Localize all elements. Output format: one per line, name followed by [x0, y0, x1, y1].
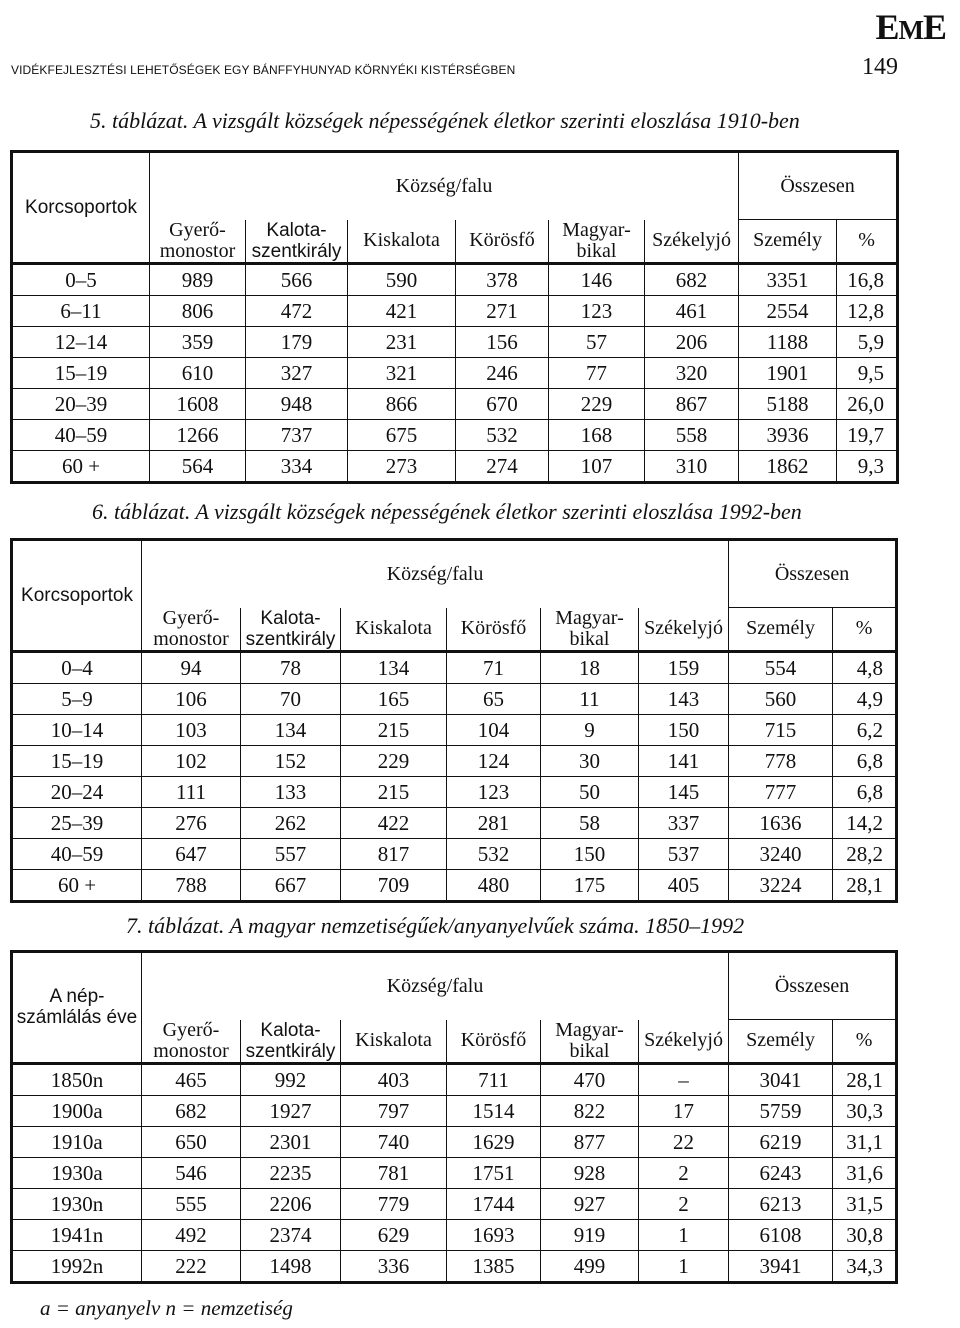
header-row: [12, 1020, 897, 1064]
table-cell: 152: [241, 745, 341, 776]
village-header: Kalota- szentkirály: [241, 1020, 341, 1064]
table-cell: 817: [341, 838, 447, 869]
table-cell: 271: [456, 295, 549, 326]
table6-table: [10, 538, 898, 903]
table-cell: 1744: [447, 1188, 541, 1219]
table-cell: 557: [241, 838, 341, 869]
table-cell: 647: [142, 838, 241, 869]
row-label: 1930n: [12, 1188, 142, 1219]
row-label: 25–39: [12, 807, 142, 838]
table-cell: 106: [142, 683, 241, 714]
village-header: Kiskalota: [341, 608, 447, 652]
table-cell: 3240: [729, 838, 833, 869]
table-cell: 992: [241, 1063, 341, 1095]
table-cell: 19,7: [837, 419, 898, 450]
table-cell: 134: [241, 714, 341, 745]
table-cell: 28,1: [833, 869, 897, 901]
row-label: 1992n: [12, 1250, 142, 1282]
total-header: Összesen: [729, 952, 897, 1020]
village-header: Gyerő- monostor: [142, 1020, 241, 1064]
table-cell: 499: [541, 1250, 639, 1282]
table-cell: 321: [348, 357, 456, 388]
table-cell: 222: [142, 1250, 241, 1282]
table-cell: 133: [241, 776, 341, 807]
row-label: 6–11: [12, 295, 150, 326]
table-cell: 590: [348, 263, 456, 295]
table-cell: 6213: [729, 1188, 833, 1219]
village-header: Kiskalota: [348, 220, 456, 264]
table-cell: 12,8: [837, 295, 898, 326]
table-cell: 31,5: [833, 1188, 897, 1219]
journal-logo: [875, 6, 946, 48]
header-row: [12, 540, 897, 608]
table-cell: 281: [447, 807, 541, 838]
table-cell: 320: [645, 357, 739, 388]
table-row: [12, 419, 898, 450]
row-label: 0–5: [12, 263, 150, 295]
table-row: [12, 357, 898, 388]
table-cell: 310: [645, 450, 739, 482]
table-cell: 134: [341, 651, 447, 683]
village-header: Gyerő- monostor: [142, 608, 241, 652]
table-cell: 150: [639, 714, 729, 745]
table-cell: 11: [541, 683, 639, 714]
table-cell: 6,2: [833, 714, 897, 745]
logo-letter: M: [898, 15, 923, 45]
table-cell: 274: [456, 450, 549, 482]
village-header: Kalota- szentkirály: [241, 608, 341, 652]
table-cell: 711: [447, 1063, 541, 1095]
row-label: 40–59: [12, 838, 142, 869]
table-row: [12, 326, 898, 357]
table-cell: 2235: [241, 1157, 341, 1188]
table-cell: 461: [645, 295, 739, 326]
table-cell: 30: [541, 745, 639, 776]
table-cell: 77: [549, 357, 645, 388]
table5-caption: 5. táblázat. A vizsgált községek népességének életkor szerinti eloszlása 1910-ben: [90, 108, 800, 133]
table-cell: 422: [341, 807, 447, 838]
table-cell: 1385: [447, 1250, 541, 1282]
table-row: [12, 263, 898, 295]
table-cell: 560: [729, 683, 833, 714]
table-cell: 2554: [739, 295, 837, 326]
persons-header: Személy: [729, 1020, 833, 1064]
header-row: [12, 952, 897, 1020]
percent-header: %: [837, 220, 898, 264]
table-cell: 71: [447, 651, 541, 683]
village-header: Körösfő: [447, 1020, 541, 1064]
table-cell: 737: [246, 419, 348, 450]
table-cell: 781: [341, 1157, 447, 1188]
table-cell: 58: [541, 807, 639, 838]
header-first-col: A nép- számlálás éve: [12, 952, 142, 1064]
table-cell: 57: [549, 326, 645, 357]
village-header: Magyar- bikal: [541, 608, 639, 652]
table-cell: 9,3: [837, 450, 898, 482]
table-cell: 145: [639, 776, 729, 807]
table-cell: 6,8: [833, 776, 897, 807]
village-header: Gyerő- monostor: [150, 220, 246, 264]
table-cell: 421: [348, 295, 456, 326]
table-cell: 276: [142, 807, 241, 838]
table-row: [12, 869, 897, 901]
table-cell: 179: [246, 326, 348, 357]
table-row: [12, 1188, 897, 1219]
village-header: Székelyjó: [645, 220, 739, 264]
row-label: 1900a: [12, 1095, 142, 1126]
row-label: 10–14: [12, 714, 142, 745]
table-cell: 554: [729, 651, 833, 683]
row-label: 15–19: [12, 745, 142, 776]
table-cell: 229: [341, 745, 447, 776]
table-cell: 246: [456, 357, 549, 388]
group-header: Község/falu: [142, 952, 729, 1020]
percent-header: %: [833, 1020, 897, 1064]
row-label: 1850n: [12, 1063, 142, 1095]
row-label: 1910a: [12, 1126, 142, 1157]
logo-letter: E: [922, 7, 946, 47]
village-header: Magyar- bikal: [541, 1020, 639, 1064]
page-number: 149: [862, 54, 898, 80]
table-cell: 124: [447, 745, 541, 776]
table-cell: 78: [241, 651, 341, 683]
table-row: [12, 1063, 897, 1095]
table-cell: 123: [549, 295, 645, 326]
table-cell: 229: [549, 388, 645, 419]
table-cell: 788: [142, 869, 241, 901]
table-row: [12, 1157, 897, 1188]
table-cell: 3041: [729, 1063, 833, 1095]
table-row: [12, 1250, 897, 1282]
table-cell: 50: [541, 776, 639, 807]
table-cell: 102: [142, 745, 241, 776]
table-cell: 866: [348, 388, 456, 419]
table-cell: 359: [150, 326, 246, 357]
table-cell: 2374: [241, 1219, 341, 1250]
running-header: VIDÉKFEJLESZTÉSI LEHETŐSÉGEK EGY BÁNFFYHUNYAD KÖRNYÉKI KISTÉRSÉGBEN: [11, 63, 516, 77]
total-header: Összesen: [729, 540, 897, 608]
table-cell: 143: [639, 683, 729, 714]
table-cell: 566: [246, 263, 348, 295]
table-cell: 1862: [739, 450, 837, 482]
table-cell: 156: [456, 326, 549, 357]
table-cell: 1: [639, 1219, 729, 1250]
table-cell: 6108: [729, 1219, 833, 1250]
table-cell: 2: [639, 1157, 729, 1188]
header-first-col: Korcsoportok: [12, 540, 142, 652]
percent-header: %: [833, 608, 897, 652]
table-row: [12, 295, 898, 326]
table-cell: 682: [142, 1095, 241, 1126]
table-cell: 378: [456, 263, 549, 295]
table-cell: 806: [150, 295, 246, 326]
table-cell: 16,8: [837, 263, 898, 295]
table-cell: 822: [541, 1095, 639, 1126]
table-cell: 18: [541, 651, 639, 683]
row-label: 0–4: [12, 651, 142, 683]
header-row: [12, 152, 898, 220]
row-label: 40–59: [12, 419, 150, 450]
table-cell: 6,8: [833, 745, 897, 776]
table-cell: 215: [341, 714, 447, 745]
table-cell: 470: [541, 1063, 639, 1095]
header-row: [12, 608, 897, 652]
table6-caption: 6. táblázat. A vizsgált községek népességének életkor szerinti eloszlása 1992-ben: [92, 499, 802, 524]
table-cell: 5,9: [837, 326, 898, 357]
table-cell: 262: [241, 807, 341, 838]
table-cell: 159: [639, 651, 729, 683]
table-row: [12, 1095, 897, 1126]
table-cell: 405: [639, 869, 729, 901]
village-header: Székelyjó: [639, 608, 729, 652]
table-cell: 1266: [150, 419, 246, 450]
village-header: Székelyjó: [639, 1020, 729, 1064]
table-row: [12, 388, 898, 419]
table-cell: 14,2: [833, 807, 897, 838]
table-cell: 777: [729, 776, 833, 807]
persons-header: Személy: [729, 608, 833, 652]
row-label: 1930a: [12, 1157, 142, 1188]
table-cell: 4,9: [833, 683, 897, 714]
table-row: [12, 450, 898, 482]
footnote: a = anyanyelv n = nemzetiség: [40, 1296, 293, 1320]
table-cell: 175: [541, 869, 639, 901]
table-cell: 558: [645, 419, 739, 450]
table-cell: 492: [142, 1219, 241, 1250]
row-label: 5–9: [12, 683, 142, 714]
table-cell: 206: [645, 326, 739, 357]
table-cell: 334: [246, 450, 348, 482]
table-cell: 30,3: [833, 1095, 897, 1126]
table-cell: 797: [341, 1095, 447, 1126]
table-cell: 28,2: [833, 838, 897, 869]
table-cell: 928: [541, 1157, 639, 1188]
table-cell: 403: [341, 1063, 447, 1095]
table-cell: 667: [241, 869, 341, 901]
row-label: 20–24: [12, 776, 142, 807]
table-row: [12, 1219, 897, 1250]
table-cell: 919: [541, 1219, 639, 1250]
table-cell: 1636: [729, 807, 833, 838]
table-cell: 26,0: [837, 388, 898, 419]
table-cell: 709: [341, 869, 447, 901]
table-cell: 629: [341, 1219, 447, 1250]
table-row: [12, 776, 897, 807]
table-cell: 9: [541, 714, 639, 745]
table-cell: 948: [246, 388, 348, 419]
village-header: Kalota- szentkirály: [246, 220, 348, 264]
table-cell: 670: [456, 388, 549, 419]
table-cell: 2: [639, 1188, 729, 1219]
table-cell: 94: [142, 651, 241, 683]
table-cell: 65: [447, 683, 541, 714]
table-cell: 927: [541, 1188, 639, 1219]
table-cell: 715: [729, 714, 833, 745]
table-cell: 5759: [729, 1095, 833, 1126]
village-header: Kiskalota: [341, 1020, 447, 1064]
table-cell: –: [639, 1063, 729, 1095]
row-label: 1941n: [12, 1219, 142, 1250]
logo-letter: E: [875, 7, 899, 47]
table-cell: 17: [639, 1095, 729, 1126]
table-cell: 6219: [729, 1126, 833, 1157]
header-first-col: Korcsoportok: [12, 152, 150, 264]
table-cell: 1751: [447, 1157, 541, 1188]
table-cell: 867: [645, 388, 739, 419]
table-cell: 34,3: [833, 1250, 897, 1282]
table-row: [12, 683, 897, 714]
table-cell: 1: [639, 1250, 729, 1282]
table-cell: 70: [241, 683, 341, 714]
village-header: Magyar- bikal: [549, 220, 645, 264]
table-cell: 1514: [447, 1095, 541, 1126]
table-cell: 3936: [739, 419, 837, 450]
table-cell: 31,1: [833, 1126, 897, 1157]
table-cell: 465: [142, 1063, 241, 1095]
table-cell: 141: [639, 745, 729, 776]
table-row: [12, 714, 897, 745]
table-cell: 103: [142, 714, 241, 745]
table-cell: 231: [348, 326, 456, 357]
table-cell: 779: [341, 1188, 447, 1219]
table-cell: 9,5: [837, 357, 898, 388]
table-cell: 682: [645, 263, 739, 295]
table-cell: 675: [348, 419, 456, 450]
table-row: [12, 807, 897, 838]
table-cell: 740: [341, 1126, 447, 1157]
table-row: [12, 745, 897, 776]
group-header: Község/falu: [150, 152, 739, 220]
table-cell: 6243: [729, 1157, 833, 1188]
table-cell: 123: [447, 776, 541, 807]
table-cell: 778: [729, 745, 833, 776]
table-cell: 1608: [150, 388, 246, 419]
table-cell: 22: [639, 1126, 729, 1157]
table7-table: [10, 950, 898, 1284]
table-cell: 107: [549, 450, 645, 482]
table-cell: 537: [639, 838, 729, 869]
table-cell: 168: [549, 419, 645, 450]
total-header: Összesen: [739, 152, 898, 220]
table-cell: 150: [541, 838, 639, 869]
table-cell: 3941: [729, 1250, 833, 1282]
table-cell: 532: [456, 419, 549, 450]
table-cell: 1901: [739, 357, 837, 388]
table-cell: 1188: [739, 326, 837, 357]
table-row: [12, 651, 897, 683]
table-cell: 2206: [241, 1188, 341, 1219]
table-cell: 215: [341, 776, 447, 807]
table-cell: 3351: [739, 263, 837, 295]
table-cell: 111: [142, 776, 241, 807]
persons-header: Személy: [739, 220, 837, 264]
table-row: [12, 1126, 897, 1157]
table-cell: 2301: [241, 1126, 341, 1157]
group-header: Község/falu: [142, 540, 729, 608]
village-header: Körösfő: [456, 220, 549, 264]
table-cell: 28,1: [833, 1063, 897, 1095]
table-cell: 1629: [447, 1126, 541, 1157]
table-cell: 546: [142, 1157, 241, 1188]
table-cell: 877: [541, 1126, 639, 1157]
table-cell: 480: [447, 869, 541, 901]
table-row: [12, 838, 897, 869]
table-cell: 3224: [729, 869, 833, 901]
row-label: 20–39: [12, 388, 150, 419]
table-cell: 30,8: [833, 1219, 897, 1250]
table-cell: 1693: [447, 1219, 541, 1250]
table-cell: 165: [341, 683, 447, 714]
table-cell: 472: [246, 295, 348, 326]
row-label: 60 +: [12, 450, 150, 482]
table-cell: 555: [142, 1188, 241, 1219]
row-label: 12–14: [12, 326, 150, 357]
table7-caption: 7. táblázat. A magyar nemzetiségűek/anyanyelvűek száma. 1850–1992: [126, 913, 745, 938]
table-cell: 337: [639, 807, 729, 838]
table-cell: 31,6: [833, 1157, 897, 1188]
table-cell: 532: [447, 838, 541, 869]
table5-table: [10, 150, 899, 484]
table-cell: 4,8: [833, 651, 897, 683]
table-cell: 146: [549, 263, 645, 295]
table-cell: 327: [246, 357, 348, 388]
table-cell: 336: [341, 1250, 447, 1282]
table-cell: 989: [150, 263, 246, 295]
table-cell: 5188: [739, 388, 837, 419]
row-label: 60 +: [12, 869, 142, 901]
table-cell: 104: [447, 714, 541, 745]
table-cell: 650: [142, 1126, 241, 1157]
village-header: Körösfő: [447, 608, 541, 652]
table-cell: 1498: [241, 1250, 341, 1282]
table-cell: 1927: [241, 1095, 341, 1126]
table-cell: 564: [150, 450, 246, 482]
row-label: 15–19: [12, 357, 150, 388]
table-cell: 273: [348, 450, 456, 482]
table-cell: 610: [150, 357, 246, 388]
